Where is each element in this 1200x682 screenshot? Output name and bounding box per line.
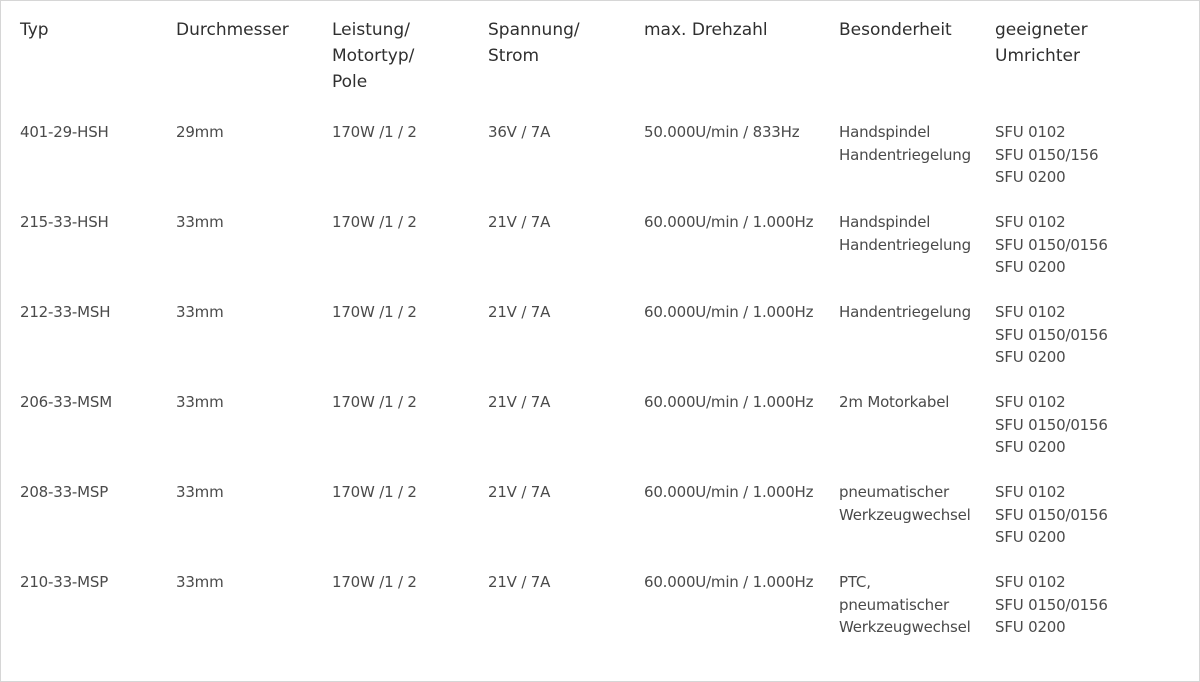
cell-durchmesser — [176, 571, 332, 661]
cell-line: Handentriegelung — [839, 303, 971, 321]
header-typ — [20, 17, 176, 121]
cell-line: 33mm — [176, 483, 224, 501]
cell-line: SFU 0200 — [995, 168, 1066, 186]
cell-typ — [20, 571, 176, 661]
header-besonderheit — [839, 17, 995, 121]
cell-line: PTC, — [839, 573, 871, 591]
cell-line: max. Drehzahl — [644, 20, 768, 40]
cell-line: 21V / 7A — [488, 303, 551, 321]
cell-line: 29mm — [176, 123, 224, 141]
cell-leistung — [332, 301, 488, 391]
cell-besonderheit — [839, 391, 995, 481]
cell-max-drehzahl — [644, 391, 839, 481]
cell-line: Durchmesser — [176, 20, 289, 40]
cell-line: 206-33-MSM — [20, 393, 112, 411]
cell-line: SFU 0102 — [995, 303, 1066, 321]
cell-line: 36V / 7A — [488, 123, 551, 141]
cell-line: SFU 0200 — [995, 618, 1066, 636]
cell-leistung — [332, 481, 488, 571]
cell-line: SFU 0102 — [995, 213, 1066, 231]
cell-line: 60.000U/min / 1.000Hz — [644, 573, 814, 591]
cell-durchmesser — [176, 301, 332, 391]
header-spannung-strom — [488, 17, 644, 121]
cell-line: Spannung/ — [488, 20, 580, 40]
cell-line: 50.000U/min / 833Hz — [644, 123, 800, 141]
table-row — [20, 121, 1180, 211]
cell-umrichter — [995, 481, 1180, 571]
cell-line: 208-33-MSP — [20, 483, 109, 501]
cell-line: 215-33-HSH — [20, 213, 109, 231]
table-row — [20, 571, 1180, 661]
cell-typ — [20, 301, 176, 391]
cell-umrichter — [995, 301, 1180, 391]
cell-line: SFU 0102 — [995, 483, 1066, 501]
table-body — [20, 121, 1180, 661]
cell-max-drehzahl — [644, 121, 839, 211]
cell-line: Handspindel — [839, 123, 931, 141]
cell-line: 401-29-HSH — [20, 123, 109, 141]
cell-line: 2m Motorkabel — [839, 393, 950, 411]
header-durchmesser — [176, 17, 332, 121]
cell-line: 170W /1 / 2 — [332, 483, 417, 501]
cell-leistung — [332, 571, 488, 661]
cell-line: SFU 0200 — [995, 258, 1066, 276]
cell-spannung-strom — [488, 481, 644, 571]
cell-max-drehzahl — [644, 481, 839, 571]
cell-line: 170W /1 / 2 — [332, 123, 417, 141]
cell-line: 60.000U/min / 1.000Hz — [644, 393, 814, 411]
cell-besonderheit — [839, 301, 995, 391]
cell-spannung-strom — [488, 301, 644, 391]
cell-line: 21V / 7A — [488, 483, 551, 501]
table-row — [20, 481, 1180, 571]
cell-spannung-strom — [488, 391, 644, 481]
cell-typ — [20, 481, 176, 571]
cell-line: SFU 0102 — [995, 123, 1066, 141]
cell-line: SFU 0200 — [995, 528, 1066, 546]
cell-line: 170W /1 / 2 — [332, 393, 417, 411]
cell-spannung-strom — [488, 571, 644, 661]
cell-spannung-strom — [488, 211, 644, 301]
header-row — [20, 17, 1180, 121]
cell-line: pneumatischer — [839, 595, 949, 614]
cell-line: Handspindel — [839, 213, 931, 231]
cell-line: Handentriegelung — [839, 235, 971, 254]
cell-line: 60.000U/min / 1.000Hz — [644, 303, 814, 321]
cell-durchmesser — [176, 391, 332, 481]
cell-besonderheit — [839, 211, 995, 301]
cell-line: 21V / 7A — [488, 573, 551, 591]
cell-line: Motortyp/ — [332, 46, 415, 66]
table-header — [20, 17, 1180, 121]
cell-besonderheit — [839, 481, 995, 571]
cell-line: SFU 0102 — [995, 393, 1066, 411]
cell-line: SFU 0150/0156 — [995, 325, 1108, 344]
cell-leistung — [332, 211, 488, 301]
cell-line: Handentriegelung — [839, 145, 971, 164]
cell-line: SFU 0200 — [995, 438, 1066, 456]
cell-line: 21V / 7A — [488, 393, 551, 411]
cell-line: SFU 0150/0156 — [995, 235, 1108, 254]
cell-durchmesser — [176, 211, 332, 301]
cell-umrichter — [995, 391, 1180, 481]
cell-besonderheit — [839, 571, 995, 661]
spindle-spec-table — [20, 17, 1180, 661]
cell-line: 212-33-MSH — [20, 303, 111, 321]
header-max-drehzahl — [644, 17, 839, 121]
cell-line: Besonderheit — [839, 20, 952, 40]
cell-line: 60.000U/min / 1.000Hz — [644, 483, 814, 501]
cell-max-drehzahl — [644, 211, 839, 301]
cell-line: Strom — [488, 46, 540, 66]
cell-line: pneumatischer — [839, 483, 949, 501]
cell-line: 33mm — [176, 393, 224, 411]
cell-line: Werkzeugwechsel — [839, 505, 971, 524]
cell-line: SFU 0150/156 — [995, 145, 1099, 164]
cell-leistung — [332, 121, 488, 211]
cell-typ — [20, 211, 176, 301]
cell-line: 33mm — [176, 303, 224, 321]
cell-line: SFU 0150/0156 — [995, 595, 1108, 614]
cell-line: Typ — [20, 20, 49, 40]
header-leistung-motortyp-pole — [332, 17, 488, 121]
cell-umrichter — [995, 121, 1180, 211]
cell-durchmesser — [176, 121, 332, 211]
cell-typ — [20, 391, 176, 481]
table-row — [20, 211, 1180, 301]
cell-line: SFU 0200 — [995, 348, 1066, 366]
cell-line: Umrichter — [995, 46, 1080, 66]
cell-umrichter — [995, 211, 1180, 301]
cell-line: Leistung/ — [332, 20, 410, 40]
cell-line: SFU 0150/0156 — [995, 415, 1108, 434]
table-row — [20, 391, 1180, 481]
cell-spannung-strom — [488, 121, 644, 211]
cell-line: 170W /1 / 2 — [332, 213, 417, 231]
cell-line: geeigneter — [995, 20, 1088, 40]
cell-line: 170W /1 / 2 — [332, 303, 417, 321]
cell-typ — [20, 121, 176, 211]
cell-max-drehzahl — [644, 571, 839, 661]
cell-line: Pole — [332, 72, 368, 92]
cell-line: 170W /1 / 2 — [332, 573, 417, 591]
cell-line: 33mm — [176, 213, 224, 231]
cell-besonderheit — [839, 121, 995, 211]
cell-umrichter — [995, 571, 1180, 661]
cell-line: 21V / 7A — [488, 213, 551, 231]
cell-line: 60.000U/min / 1.000Hz — [644, 213, 814, 231]
cell-max-drehzahl — [644, 301, 839, 391]
cell-line: 33mm — [176, 573, 224, 591]
cell-line: SFU 0150/0156 — [995, 505, 1108, 524]
cell-line: SFU 0102 — [995, 573, 1066, 591]
cell-line: Werkzeugwechsel — [839, 618, 971, 636]
table-row — [20, 301, 1180, 391]
cell-leistung — [332, 391, 488, 481]
cell-durchmesser — [176, 481, 332, 571]
header-geeigneter-umrichter — [995, 17, 1180, 121]
cell-line: 210-33-MSP — [20, 573, 109, 591]
